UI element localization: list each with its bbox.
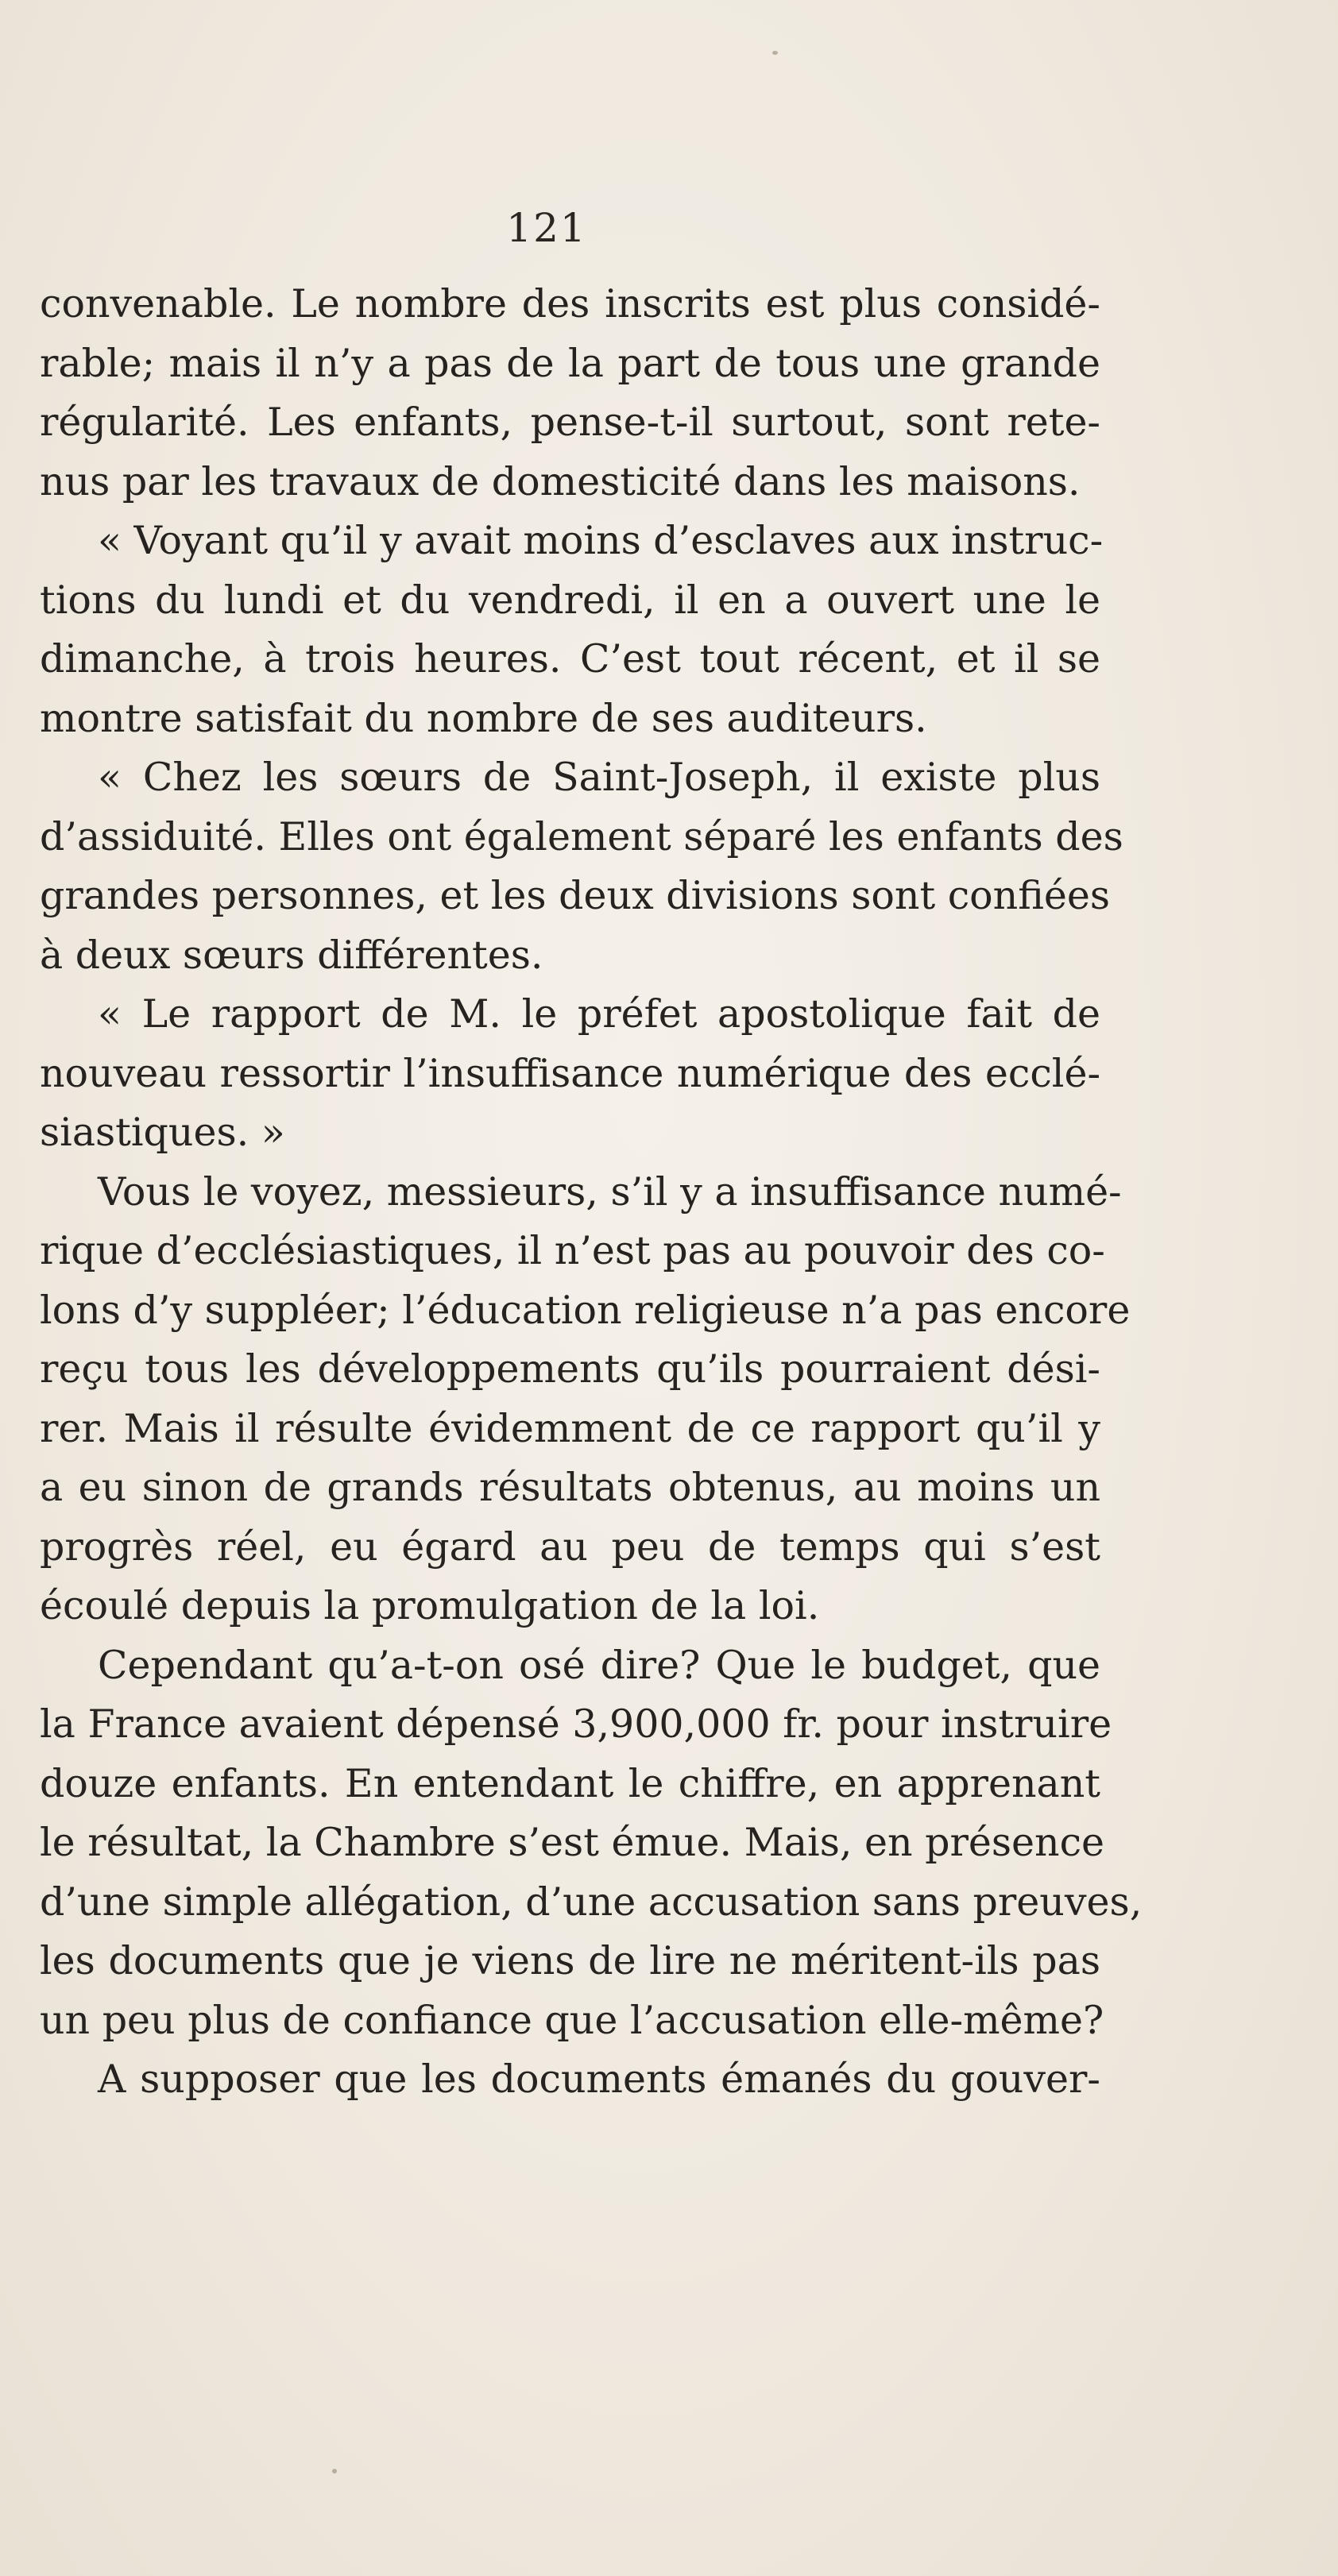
page-number: 121 <box>506 205 587 251</box>
text-line: d’une simple allégation, d’une accusation sans preuves, <box>40 1879 1143 1925</box>
text-line: la France avaient dépensé 3,900,000 fr. pour instruire <box>40 1701 1112 1747</box>
text-line: un peu plus de confiance que l’accusation elle-même? <box>40 1997 1104 2043</box>
text-line: dimanche, à trois heures. C’est tout récent, et il se <box>40 636 1100 682</box>
text-line: a eu sinon de grands résultats obtenus, au moins un <box>40 1465 1100 1510</box>
paper-speck <box>332 2469 337 2474</box>
text-line: grandes personnes, et les deux divisions sont confiées <box>40 873 1111 918</box>
text-line: convenable. Le nombre des inscrits est plus considé- <box>40 281 1100 326</box>
text-line: montre satisfait du nombre de ses auditeurs. <box>40 695 927 741</box>
text-line: douze enfants. En entendant le chiffre, en apprenant <box>40 1760 1100 1806</box>
text-line: rer. Mais il résulte évidemment de ce rapport qu’il y <box>40 1405 1100 1451</box>
text-line: nus par les travaux de domesticité dans les maisons. <box>40 458 1081 504</box>
text-line: reçu tous les développements qu’ils pourraient dési- <box>40 1346 1100 1392</box>
text-line: Cependant qu’a-t-on osé dire? Que le budget, que <box>98 1642 1100 1688</box>
text-line: écoulé depuis la promulgation de la loi. <box>40 1583 820 1628</box>
text-line: d’assiduité. Elles ont également séparé les enfants des <box>40 813 1123 859</box>
text-line: rique d’ecclésiastiques, il n’est pas au pouvoir des co- <box>40 1228 1105 1273</box>
text-line: nouveau ressortir l’insuffisance numérique des ecclé- <box>40 1050 1100 1096</box>
text-line: lons d’y suppléer; l’éducation religieuse n’a pas encore <box>40 1287 1131 1333</box>
text-line: tions du lundi et du vendredi, il en a ouvert une le <box>40 577 1100 623</box>
text-line: « Le rapport de M. le préfet apostolique fait de <box>98 991 1100 1037</box>
text-line: « Voyant qu’il y avait moins d’esclaves aux instruc- <box>98 518 1104 563</box>
paper-speck <box>772 51 778 55</box>
text-line: progrès réel, eu égard au peu de temps qui s’est <box>40 1524 1100 1570</box>
text-line: A supposer que les documents émanés du gouver- <box>98 2057 1100 2102</box>
text-line: à deux sœurs différentes. <box>40 932 543 978</box>
text-line: régularité. Les enfants, pense-t-il surtout, sont rete- <box>40 400 1100 445</box>
text-line: rable; mais il n’y a pas de la part de tous une grande <box>40 340 1100 386</box>
text-line: « Chez les sœurs de Saint-Joseph, il existe plus <box>98 755 1100 800</box>
body-text <box>40 275 1143 2110</box>
text-line: siastiques. » <box>40 1110 285 1155</box>
text-line: les documents que je viens de lire ne méritent-ils pas <box>40 1938 1100 1983</box>
text-line: Vous le voyez, messieurs, s’il y a insuffisance numé- <box>98 1168 1122 1215</box>
text-line: le résultat, la Chambre s’est émue. Mais, en présence <box>40 1820 1105 1865</box>
